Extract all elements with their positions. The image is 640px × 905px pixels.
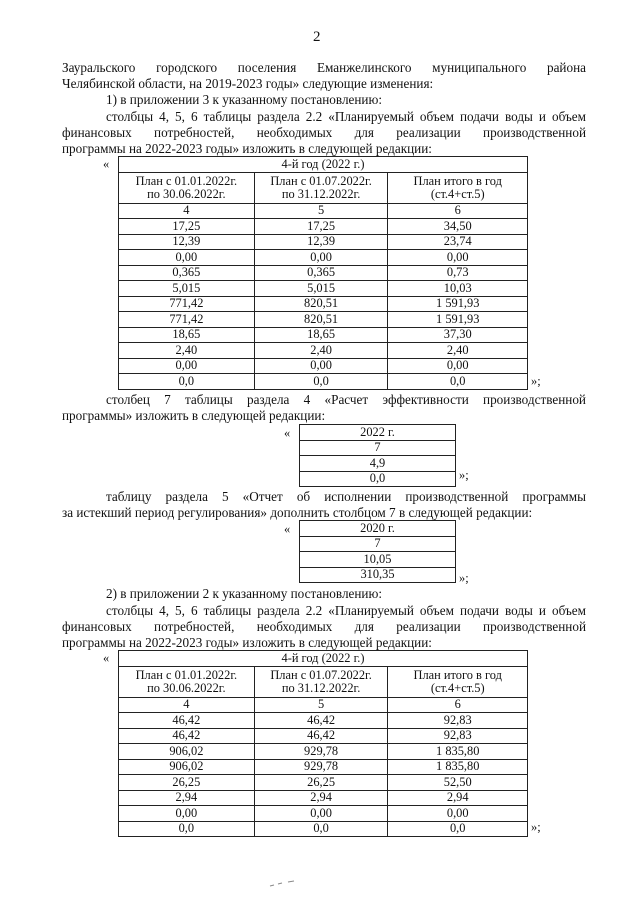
table-cell: 0,00 (119, 806, 255, 822)
table-cell: 0,0 (254, 374, 388, 390)
item2-text-line-2: финансовых потребностей, необходимых для реализации производственной (62, 619, 586, 634)
table-cell: 0,00 (388, 358, 528, 374)
table-cell: 771,42 (119, 312, 255, 328)
table-row (119, 327, 528, 343)
table-row (119, 821, 528, 837)
table1 (118, 156, 528, 390)
table-cell: 0,00 (254, 358, 388, 374)
table-cell: 2,94 (254, 790, 388, 806)
table1-close: »; (531, 374, 541, 388)
table-cell: 5,015 (254, 281, 388, 297)
table-row (119, 728, 528, 744)
table-row (300, 425, 456, 441)
table-cell: 46,42 (254, 713, 388, 729)
table1-col-header: План с 01.01.2022г. по 30.06.2022г. (119, 172, 255, 203)
col7-line-1: столбец 7 таблицы раздела 4 «Расчет эффективности производственной (106, 392, 586, 407)
table-cell: 7 (300, 440, 456, 456)
table-cell: 26,25 (254, 775, 388, 791)
item2-text-line-1: столбцы 4, 5, 6 таблицы раздела 2.2 «Планируемый объем подачи воды и объем (106, 603, 586, 618)
table-cell: 37,30 (388, 327, 528, 343)
table-cell: 0,365 (119, 265, 255, 281)
table-cell: 5 (254, 203, 388, 219)
table-cell: 52,50 (388, 775, 528, 791)
table-cell: 0,0 (119, 374, 255, 390)
table-cell: 0,0 (119, 821, 255, 837)
table-row (119, 713, 528, 729)
table-cell: 46,42 (119, 728, 255, 744)
table-row (119, 281, 528, 297)
table-cell: 4 (119, 697, 255, 713)
table-cell: 0,00 (388, 250, 528, 266)
report-line-1: таблицу раздела 5 «Отчет об исполнении производственной программы (106, 489, 586, 504)
table-row (300, 536, 456, 552)
table1-body (119, 219, 528, 390)
item1-text-line-3: программы на 2022-2023 годы» изложить в следующей редакции: (62, 141, 432, 156)
table-row (119, 806, 528, 822)
table4-col-numbers (119, 697, 528, 713)
table-row (119, 312, 528, 328)
table-cell: 2,40 (388, 343, 528, 359)
report-line-2: за истекший период регулирования» дополнить столбцом 7 в следующей редакции: (62, 505, 533, 520)
table-cell: 820,51 (254, 296, 388, 312)
item2-text-line-3: программы на 2022-2023 годы» изложить в следующей редакции: (62, 635, 432, 650)
table-cell: 929,78 (254, 759, 388, 775)
table-row (119, 234, 528, 250)
table-cell: 6 (388, 203, 528, 219)
table1-col-header: План итого в год (ст.4+ст.5) (388, 172, 528, 203)
table2 (299, 424, 456, 487)
table-row (119, 343, 528, 359)
table-cell: 18,65 (254, 327, 388, 343)
table4-col-header: План итого в год (ст.4+ст.5) (388, 666, 528, 697)
item1-text-line-1: столбцы 4, 5, 6 таблицы раздела 2.2 «Планируемый объем подачи воды и объем (106, 109, 586, 124)
page-number: 2 (313, 29, 321, 45)
table-row (119, 250, 528, 266)
table-row (119, 358, 528, 374)
table4-col-header: План с 01.01.2022г. по 30.06.2022г. (119, 666, 255, 697)
scan-mark (268, 878, 298, 890)
table-cell: 46,42 (119, 713, 255, 729)
table4-body (119, 713, 528, 837)
table3-body (300, 521, 456, 583)
table-cell: 12,39 (254, 234, 388, 250)
table-cell: 5,015 (119, 281, 255, 297)
table2-open-quote: « (284, 426, 291, 440)
table-row (300, 552, 456, 568)
table-cell: 310,35 (300, 567, 456, 583)
table-row (119, 296, 528, 312)
table-cell: 0,00 (254, 806, 388, 822)
col7-line-2: программы» изложить в следующей редакции: (62, 408, 326, 423)
table4-open-quote: « (103, 651, 110, 665)
table-row (119, 374, 528, 390)
table-cell: 906,02 (119, 759, 255, 775)
table-cell: 771,42 (119, 296, 255, 312)
intro-line-1: Зауральского городского поселения Еманжелинского муниципального района (62, 60, 586, 75)
table1-col-numbers (119, 203, 528, 219)
table-row (119, 219, 528, 235)
table-cell: 7 (300, 536, 456, 552)
table4-col-header: План с 01.07.2022г. по 31.12.2022г. (254, 666, 388, 697)
table1-group-header: 4-й год (2022 г.) (119, 157, 528, 173)
table-cell: 906,02 (119, 744, 255, 760)
table2-close: »; (459, 468, 469, 482)
table-cell: 0,00 (119, 358, 255, 374)
table-cell: 929,78 (254, 744, 388, 760)
table-row (119, 265, 528, 281)
table-cell: 18,65 (119, 327, 255, 343)
table-cell: 2,94 (119, 790, 255, 806)
table-cell: 5 (254, 697, 388, 713)
table-row (300, 567, 456, 583)
table-cell: 34,50 (388, 219, 528, 235)
table-cell: 0,365 (254, 265, 388, 281)
table-cell: 0,00 (119, 250, 255, 266)
table-cell: 820,51 (254, 312, 388, 328)
table-row (300, 456, 456, 472)
table-cell: 0,73 (388, 265, 528, 281)
table4-group-header: 4-й год (2022 г.) (119, 651, 528, 667)
table-cell: 46,42 (254, 728, 388, 744)
intro-line-2: Челябинской области, на 2019-2023 годы» следующие изменения: (62, 76, 434, 91)
item1-text-line-2: финансовых потребностей, необходимых для реализации производственной (62, 125, 586, 140)
table4 (118, 650, 528, 837)
table-cell: 23,74 (388, 234, 528, 250)
table-cell: 0,00 (254, 250, 388, 266)
table-row (119, 790, 528, 806)
table-cell: 2,40 (254, 343, 388, 359)
table-cell: 2020 г. (300, 521, 456, 537)
table-cell: 1 591,93 (388, 296, 528, 312)
table2-body (300, 425, 456, 487)
table-cell: 1 835,80 (388, 744, 528, 760)
table-cell: 0,00 (388, 806, 528, 822)
table-cell: 1 835,80 (388, 759, 528, 775)
table-cell: 4 (119, 203, 255, 219)
table-row (119, 744, 528, 760)
table-cell: 12,39 (119, 234, 255, 250)
table-cell: 26,25 (119, 775, 255, 791)
table-cell: 2022 г. (300, 425, 456, 441)
table-cell: 2,40 (119, 343, 255, 359)
table-row (300, 471, 456, 487)
table-cell: 10,03 (388, 281, 528, 297)
table-cell: 0,0 (388, 374, 528, 390)
table-cell: 17,25 (119, 219, 255, 235)
table-row (300, 521, 456, 537)
table-cell: 17,25 (254, 219, 388, 235)
table-cell: 0,0 (388, 821, 528, 837)
table-cell: 0,0 (254, 821, 388, 837)
table-cell: 2,94 (388, 790, 528, 806)
table1-col-header: План с 01.07.2022г. по 31.12.2022г. (254, 172, 388, 203)
table-cell: 6 (388, 697, 528, 713)
table-cell: 4,9 (300, 456, 456, 472)
table-cell: 1 591,93 (388, 312, 528, 328)
table3-open-quote: « (284, 522, 291, 536)
table-row (300, 440, 456, 456)
table1-open-quote: « (103, 157, 110, 171)
table-cell: 92,83 (388, 713, 528, 729)
table-cell: 0,0 (300, 471, 456, 487)
table-row (119, 775, 528, 791)
table-cell: 92,83 (388, 728, 528, 744)
item1-heading: 1) в приложении 3 к указанному постановлению: (106, 92, 383, 107)
table-cell: 10,05 (300, 552, 456, 568)
table3-close: »; (459, 571, 469, 585)
table-row (119, 759, 528, 775)
item2-heading: 2) в приложении 2 к указанному постановлению: (106, 586, 383, 601)
table4-close: »; (531, 820, 541, 834)
table3 (299, 520, 456, 583)
